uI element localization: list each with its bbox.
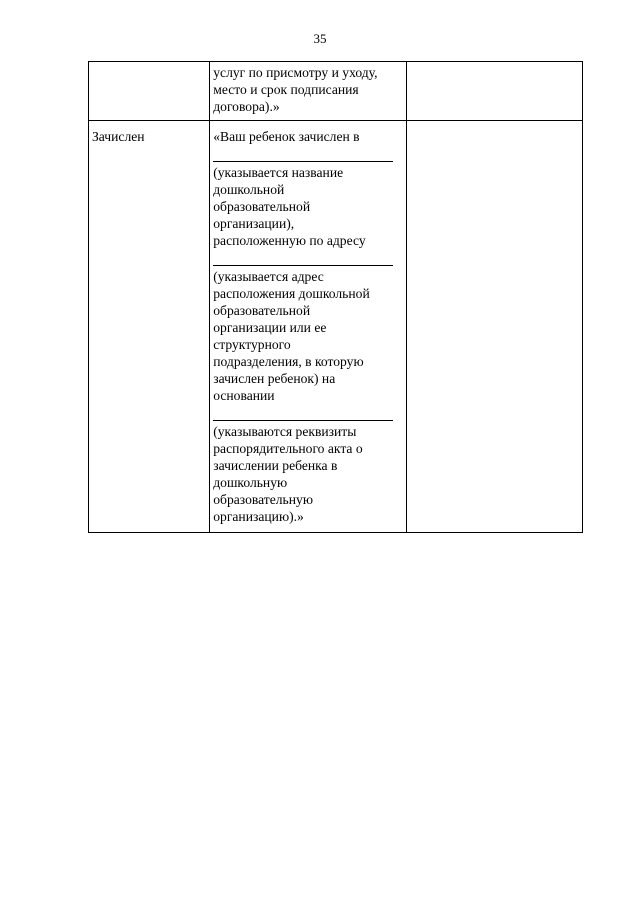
status-cell: [89, 62, 210, 121]
message-intro: «Ваш ребенок зачислен в: [213, 129, 360, 144]
table-row: [89, 62, 583, 121]
message-line: (указывается адрес: [213, 269, 324, 284]
message-line: образовательной: [213, 303, 311, 318]
message-line: образовательной: [213, 199, 311, 214]
message-line: дошкольной: [213, 182, 285, 197]
message-line: распорядительного акта о: [213, 441, 363, 456]
message-line: образовательную: [213, 492, 313, 507]
message-line: подразделения, в которую: [213, 354, 364, 369]
message-line: зачислении ребенка в: [213, 458, 338, 473]
message-line: организации или ее: [213, 320, 327, 335]
message-line: дошкольную: [213, 475, 288, 490]
message-line: организацию).»: [213, 509, 304, 524]
message-line: расположения дошкольной: [213, 286, 370, 301]
message-line: расположенную по адресу: [213, 233, 366, 248]
status-messages-table: [88, 61, 583, 533]
note-cell: [406, 121, 582, 533]
message-line: структурного: [213, 337, 291, 352]
note-cell: [406, 62, 582, 121]
page-number: 35: [313, 31, 327, 46]
message-line: (указываются реквизиты: [213, 424, 357, 439]
message-line: место и срок подписания: [213, 82, 359, 97]
message-line: (указывается название: [213, 165, 344, 180]
message-cell: [210, 62, 406, 121]
fill-in-blank-line: [213, 145, 393, 162]
message-line: услуг по присмотру и уходу,: [213, 65, 378, 80]
status-cell: Зачислен: [89, 121, 210, 533]
message-line: организации),: [213, 216, 295, 231]
message-line: основании: [213, 388, 275, 403]
message-line: договора).»: [213, 99, 280, 114]
table-row: [89, 121, 583, 533]
message-line: зачислен ребенок) на: [213, 371, 336, 386]
fill-in-blank-line: [213, 249, 393, 266]
message-cell: [210, 121, 406, 533]
fill-in-blank-line: [213, 404, 393, 421]
